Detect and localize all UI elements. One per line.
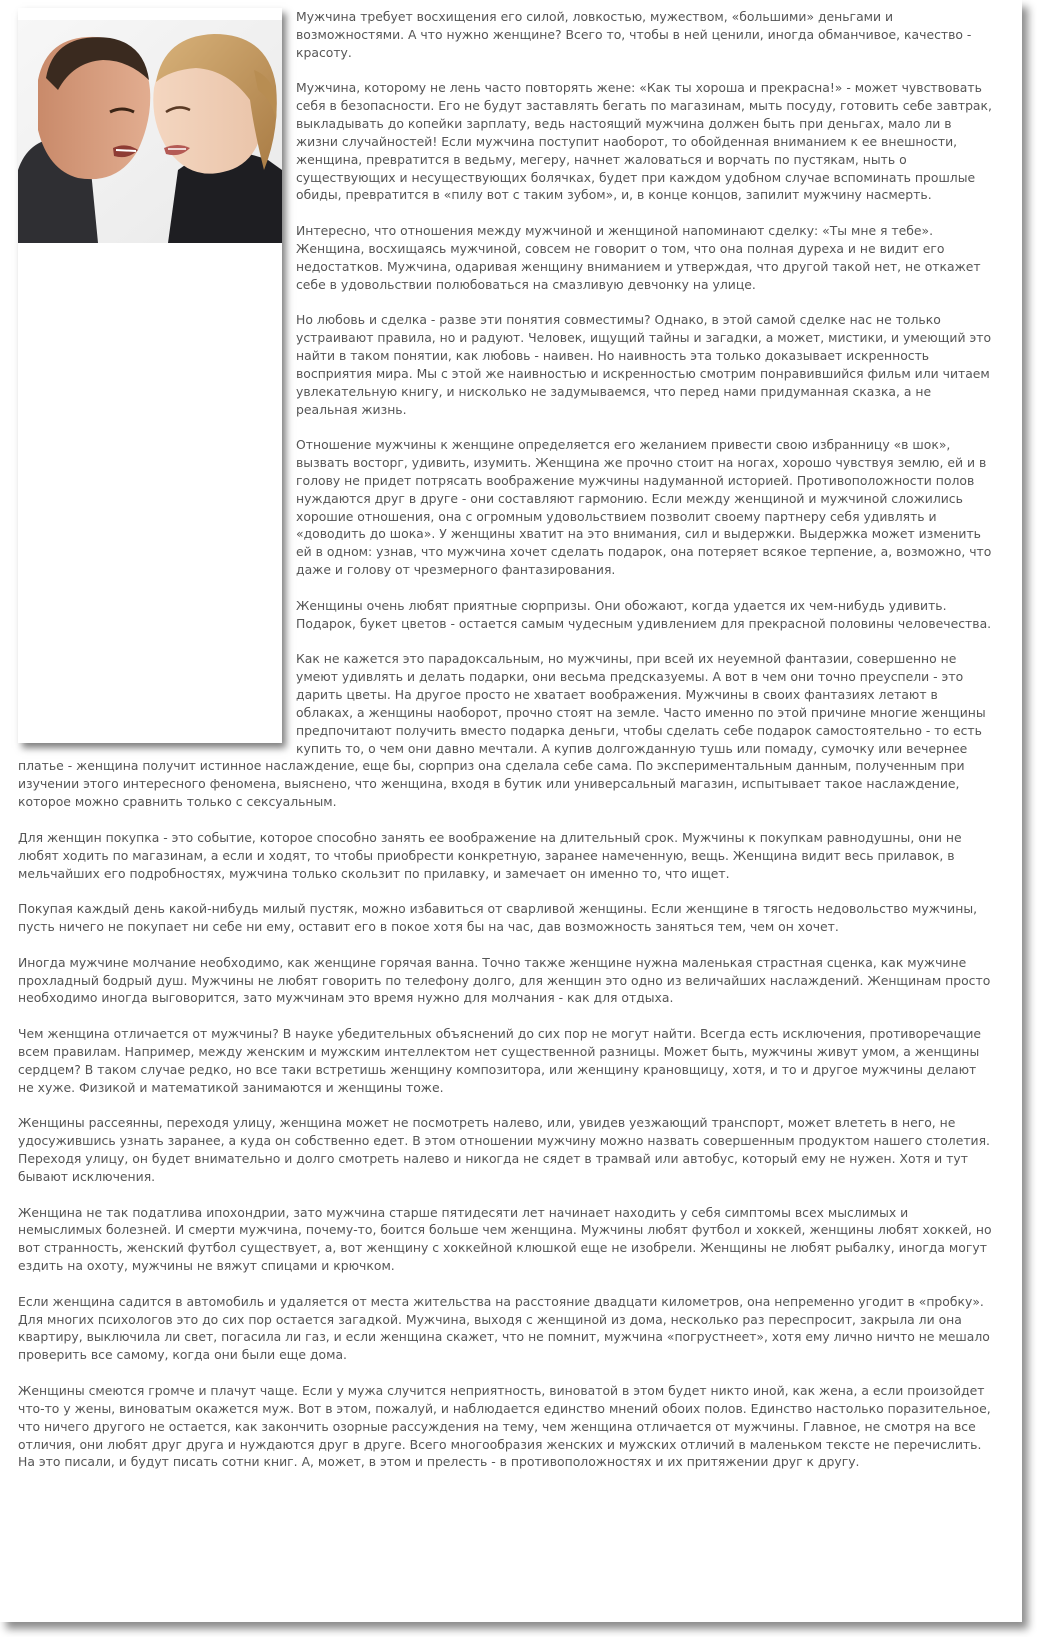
article-paragraph-3: Интересно, что отношения между мужчиной и женщиной напоминают сделку: «Ты мне я тебе». Женщина, восхищаясь мужчиной, совсем не говорит о том, что она полная дуреха и не видит его недостатков. Мужчина, одаривая женщину вниманием и утверждая, что другой такой нет, не откажет себе в удовольствии полюбоваться на смазливую девчонку на улице. bbox=[296, 223, 981, 292]
article-paragraph-8: Для женщин покупка - это событие, которое способно занять ее воображение на длительный срок. Мужчины к покупкам равнодушны, они не любят ходить по магазинам, а если и ходят, то чтобы приобрести конкретную, заранее намеченную, вещь. Женщина видит весь прилавок, в мельчайших его подробностях, мужчина только скользит по прилавку, и замечает он именно то, что ищет. bbox=[18, 829, 962, 881]
couple-arguing-photo bbox=[18, 20, 282, 243]
article-paragraph-15: Женщины смеются громче и плачут чаще. Если у мужа случится неприятность, виноватой в этом будет никто иной, как жена, а если произойдет что-то у жены, виноватым окажется муж. Вот в этом, пожалуй, и наблюдается единство мнений обоих полов. Единство настолько поразительное, что ничего другого не остается, как закончить озорные рассуждения на тему, чем женщина отличается от мужчины. Главное, не смотря на все отличия, они любят друг друга и нуждаются друг в друге. Всего многообразия женских и мужских отличий в маленьком тексте не перечислить. На это писали, и будут писать сотни книг. А, может, в этом и прелесть - в противоположностях и их притяжении друг к другу. bbox=[18, 1382, 991, 1470]
couple-arguing-illustration bbox=[18, 20, 282, 243]
article-paragraph-12: Женщины рассеянны, переходя улицу, женщина может не посмотреть налево, или, увидев уезжающий транспорт, может влететь в него, не удосужившись узнать заранее, а куда он собственно едет. В этом отношении мужчину можно назвать совершенным продуктом нашего столетия. Переходя улицу, он будет внимательно и долго смотреть налево и никогда не сядет в трамвай или автобус, который ему не нужен. Хотя и тут бывают исключения. bbox=[18, 1115, 990, 1184]
article-paragraph-1: Мужчина требует восхищения его силой, ловкостью, мужеством, «большими» деньгами и возможностями. А что нужно женщине? Всего то, чтобы в ней ценили, иногда обманчивое, качество - красоту. bbox=[296, 9, 972, 60]
article-paragraph-2: Мужчина, которому не лень часто повторять жене: «Как ты хороша и прекрасна!» - может чувствовать себя в безопасности. Его не будут заставлять бегать по магазинам, мыть посуду, готовить себе завтрак, выкладывать до копейки зарплату, ведь настоящий мужчина должен быть при деньгах, мало ли в жизни случайностей! Если мужчина поступит наоборот, то обойденная вниманием к ее внешности, женщина, превратится в ведьму, мегеру, начнет жаловаться и ворчать по пустякам, ныть о существующих и несуществующих болячках, будет при каждом удобном случае вспоминать прошлые обиды, превратится в «пилу вот с таким зубом», и, в конце концов, запилит мужчину насмерть. bbox=[296, 80, 992, 203]
article-paragraph-6: Женщины очень любят приятные сюрпризы. Они обожают, когда удается их чем-нибудь удивить. Подарок, букет цветов - остается самым чудесным удивлением для прекрасной половины человечества. bbox=[296, 597, 992, 631]
article-paragraph-13: Женщина не так податлива ипохондрии, зато мужчина старше пятидесяти лет начинает находить у себя симптомы всех мыслимых и немыслимых болезней. И смерти мужчина, почему-то, боится больше чем женщина. Мужчины любят футбол и хоккей, женщины любят хоккей, но вот странность, женский футбол существует, а, вот женщину с хоккейной клюшкой еще не изобрели. Женщины не любят рыбалку, иногда могут ездить на охоту, мужчины не вяжут спицами и крючком. bbox=[18, 1204, 992, 1274]
article-paragraph-11: Чем женщина отличается от мужчины? В науке убедительных объяснений до сих пор не могут найти. Всегда есть исключения, противоречащие всем правилам. Например, между женским и мужским интеллектом нет существенной разницы. Может быть, мужчины живут умом, а женщины сердцем? В таком случае редко, но все таки встретишь женщину композитора, или женщину крановщицу, хотя, и то и другое мужчины делают не хуже. Физикой и математикой занимаются и женщины тоже. bbox=[18, 1026, 981, 1095]
article-paragraph-10: Иногда мужчине молчание необходимо, как женщине горячая ванна. Точно также женщине нужна маленькая страстная сценка, как мужчине прохладный бодрый душ. Мужчины не любят говорить по телефону долго, для женщин это одно из величайших наслаждений. Женщинам просто необходимо иногда выговорится, зато мужчинам это время нужно для молчания - как для отдыха. bbox=[18, 954, 991, 1006]
article-paragraph-9: Покупая каждый день какой-нибудь милый пустяк, можно избавиться от сварливой женщины. Если женщине в тягость недовольство мужчины, пусть ничего не покупает ни себе ни ему, оставит его в покое хотя бы на час, дав возможность заняться тем, чем он хочет. bbox=[18, 901, 978, 935]
article bbox=[18, 8, 993, 1489]
article-paragraph-4: Но любовь и сделка - разве эти понятия совместимы? Однако, в этой самой сделке нас не только устраивают правила, но и радуют. Человек, ищущий тайны и загадки, а может, мистики, и умеющий это найти в таком понятии, как любовь - наивен. Но наивность эта только доказывает искренность восприятия мира. Мы с этой же наивностью и искренностью смотрим понравившийся фильм или читаем увлекательную книгу, и нисколько не задумываемся, что перед нами придуманная сказка, а не реальная жизнь. bbox=[296, 312, 992, 417]
photo-frame bbox=[18, 8, 282, 743]
article-paragraph-5: Отношение мужчины к женщине определяется его желанием привести свою избранницу «в шок», вызвать восторг, удивить, изумить. Женщина же прочно стоит на ногах, хорошо чувствуя землю, ей и в голову не придет потрясать воображение мужчины надуманной историей. Противоположности полов нуждаются друг в друге - они составляют гармонию. Если между женщиной и мужчиной сложились хорошие отношения, она с огромным удовольствием позволит своему партнеру себя удивлять и «доводить до шока». У женщины хватит на это внимания, сил и выдержки. Выдержка может изменить ей в одном: узнав, что мужчина хочет сделать подарок, она потеряет всякое терпение, а, возможно, что даже и голову от чрезмерного фантазирования. bbox=[296, 437, 992, 578]
article-paragraph-14: Если женщина садится в автомобиль и удаляется от места жительства на расстояние двадцати километров, она непременно угодит в «пробку». Для многих психологов это до сих пор остается загадкой. Мужчина, выходя с женщиной из дома, несколько раз переспросит, закрыла ли она квартиру, выключила ли свет, погасила ли газ, и если женщина скажет, что не помнит, мужчина «погрустнеет», хотя ему лично ничто не мешало проверить все самому, когда они были еще дома. bbox=[18, 1293, 990, 1363]
article-paragraph-7: Как не кажется это парадоксальным, но мужчины, при всей их неуемной фантазии, совершенно не умеют удивлять и делать подарки, они весьма предсказуемы. А вот в чем они точно преуспели - это дарить цветы. На другое просто не хватает воображения. Мужчины в своих фантазиях летают в облаках, а женщины наоборот, прочно стоят на земле. Часто именно по этой причине многие женщины предпочитают получить вместо подарка деньги, чтобы сделать себе подарок самостоятельно - то есть купить то, о чем они давно мечтали. А купив долгожданную тушь или помаду, сумочку или вечернее платье - женщина получит истинное наслаждение, еще бы, сюрприз она сделала себе сама. По экспериментальным данным, полученным при изучении этого интересного феномена, выяснено, что женщина, входя в бутик или универсальный магазин, испытывает такое наслаждение, которое можно сравнить только с сексуальным. bbox=[18, 651, 986, 810]
